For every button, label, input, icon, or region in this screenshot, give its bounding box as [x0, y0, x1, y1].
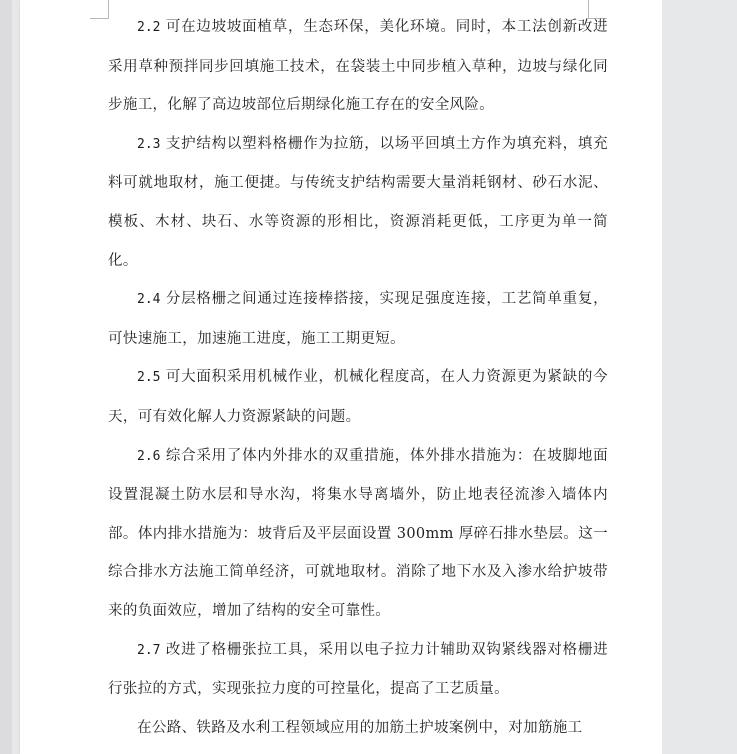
- paragraph-number: 2.4: [137, 292, 161, 308]
- paragraph-text: 分层格栅之间通过连接棒搭接，实现足强度连接，工艺简单重复，可快速施工，加速施工进度，施工工期更短。: [108, 291, 608, 347]
- paragraph-text: 可在边坡坡面植草，生态环保，美化环境。同时，本工法创新改进采用草种预拌同步回填施工技术，在袋装土中同步植入草种，边坡与绿化同步施工，化解了高边坡部位后期绿化施工存在的安全风险。: [108, 19, 608, 114]
- document-body[interactable]: [108, 8, 608, 748]
- margin-corner-mark-left: [90, 0, 109, 19]
- left-gutter: [0, 0, 12, 754]
- paragraph-number: 2.7: [137, 642, 161, 658]
- paragraph-application-cases[interactable]: [108, 709, 608, 749]
- paragraph-number: 2.6: [137, 448, 161, 464]
- document-page[interactable]: [20, 0, 662, 754]
- paragraph-text: 在公路、铁路及水利工程领域应用的加筋土护坡案例中，对加筋施工: [137, 719, 583, 736]
- paragraph-2-4[interactable]: [108, 280, 608, 358]
- paragraph-2-5[interactable]: [108, 358, 608, 436]
- paragraph-text: 可大面积采用机械作业，机械化程度高，在人力资源更为紧缺的今天，可有效化解人力资源紧缺的问题。: [108, 369, 608, 425]
- paragraph-number: 2.2: [137, 20, 161, 35]
- right-workspace-area: [662, 0, 737, 754]
- paragraph-number: 2.5: [137, 370, 161, 386]
- paragraph-text: 支护结构以塑料格栅作为拉筋，以场平回填土方作为填充料，填充料可就地取材，施工便捷。与传统支护结构需要大量消耗钢材、砂石水泥、模板、木材、块石、水等资源的形相比，资源消耗更低，工序更为单一简化。: [108, 135, 608, 269]
- paragraph-2-3[interactable]: [108, 125, 608, 280]
- paragraph-2-7[interactable]: [108, 631, 608, 709]
- paragraph-text: 改进了格栅张拉工具，采用以电子拉力计辅助双钩紧线器对格栅进行张拉的方式，实现张拉力度的可控量化，提高了工艺质量。: [108, 641, 608, 698]
- paragraph-number: 2.3: [137, 136, 161, 152]
- paragraph-text: 综合采用了体内外排水的双重措施，体外排水措施为：在坡脚地面设置混凝土防水层和导水沟，将集水导离墙外，防止地表径流渗入墙体内部。体内排水措施为：坡背后及平层面设置 300mm 厚碎石排水垫层。这一综合排水方法施工简单经济，可就地取材。消除了地下水及入渗水给护坡带来的负面效应，增加了结构的安全可靠性。: [108, 447, 608, 619]
- paragraph-2-6[interactable]: [108, 437, 608, 631]
- paragraph-2-2[interactable]: [108, 8, 608, 125]
